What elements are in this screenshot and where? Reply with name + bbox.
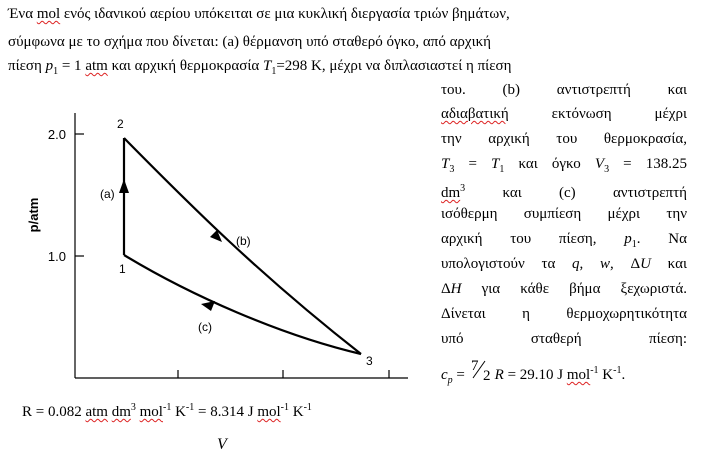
seven-halves-fraction <box>469 358 495 383</box>
point-label-2: 2 <box>117 117 124 131</box>
y-tick-label-1: 1.0 <box>47 249 66 264</box>
problem-right-line-3: την αρχική του θερμοκρασία, <box>441 131 687 147</box>
cp-formula: $c_p$ = 7 2 R = 29.10 J mol$^{-1}$ $K^{-1}$. <box>441 358 626 386</box>
point-label-3: 3 <box>366 354 373 368</box>
svg-text:2: 2 <box>482 368 491 381</box>
problem-right-line-5: $dm^3$ και (c) αντιστρεπτή <box>441 183 687 201</box>
problem-right-line-8: υπολογιστούν τα q, w, ΔU και <box>441 256 687 272</box>
pv-diagram <box>0 95 440 395</box>
problem-line-1: Ένα mol ενός ιδανικού αερίου υπόκειται σε μια κυκλική διεργασία τριών βημάτων, <box>8 6 510 22</box>
step-label-a: (a) <box>100 187 115 201</box>
y-tick-label-2: 2.0 <box>47 127 66 142</box>
problem-right-line-1: του. (b) αντιστρεπτή και <box>441 82 687 98</box>
step-label-c: (c) <box>198 320 212 334</box>
step-label-b: (b) <box>236 234 251 248</box>
x-axis-label: V <box>217 436 227 453</box>
problem-line-3: πίεση $p_1 = 1$ atm και αρχική θερμοκρασία $T_1=298$ K, μέχρι να διπλασιαστεί η πίεση <box>8 58 512 77</box>
step-c-path <box>124 255 361 354</box>
step-a-arrow <box>119 179 129 193</box>
problem-right-line-11: υπό σταθερή πίεση: <box>441 331 687 347</box>
problem-right-line-2: αδιαβατική εκτόνωση μέχρι <box>441 106 687 122</box>
problem-line-2: σύμφωνα με το σχήμα που δίνεται: (a) θέρμανση υπό σταθερό όγκο, από αρχική <box>8 34 492 50</box>
step-c-arrow <box>201 301 215 311</box>
problem-right-line-6: ισόθερμη συμπίεση μέχρι την <box>441 206 687 222</box>
problem-right-line-9: ΔH για κάθε βήμα ξεχωριστά. <box>441 281 687 297</box>
gas-constant-line: R = 0.082 atm $dm^3$ mol$^{-1}$ $K^{-1} = 8.314$ J mol$^{-1}$ $K^{-1}$ <box>22 402 312 420</box>
problem-right-line-4: $T_3 = T_1$ και όγκο $V_3 = 138.25$ <box>441 156 687 175</box>
problem-right-line-7: αρχική του πίεση, $p_1$. Να <box>441 231 687 250</box>
problem-right-line-10: Δίνεται η θερμοχωρητικότητα <box>441 306 687 322</box>
svg-text:7: 7 <box>470 358 479 374</box>
y-axis-label: p/atm <box>26 197 41 233</box>
point-label-1: 1 <box>119 262 126 276</box>
